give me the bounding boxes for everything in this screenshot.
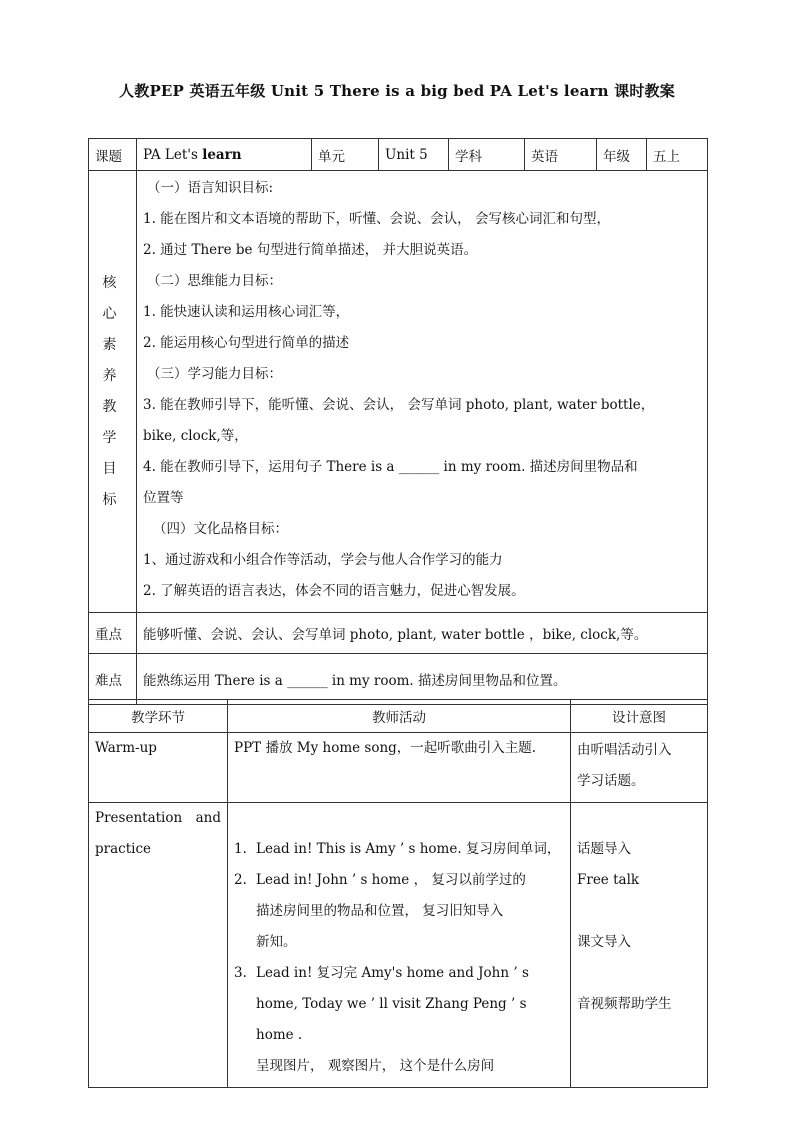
intent-line bbox=[577, 896, 701, 927]
list-number: 3. bbox=[234, 965, 247, 981]
intent-line bbox=[577, 958, 701, 989]
list-number: 1. bbox=[234, 841, 247, 857]
grade-value: 五上 bbox=[647, 139, 708, 171]
lesson-value bbox=[137, 139, 312, 171]
list-text-line: Lead in! This is Amy ’ s home. 复习房间单词， bbox=[256, 841, 561, 857]
unit-value: Unit 5 bbox=[379, 139, 449, 171]
lesson-info-table bbox=[88, 138, 708, 705]
presentation-stage-line-2: practice bbox=[95, 841, 151, 857]
goal-heading-2: （二）思维能力目标： bbox=[147, 273, 282, 289]
subject-label: 学科 bbox=[449, 139, 525, 171]
lesson-value-text: PA Let's bbox=[143, 146, 203, 163]
document-title: 人教PEP 英语五年级 Unit 5 There is a big bed PA Let's learn 课时教案 bbox=[119, 82, 675, 100]
process-header-activity: 教师活动 bbox=[228, 700, 571, 733]
process-header-intent: 设计意图 bbox=[571, 700, 708, 733]
teaching-process-table bbox=[88, 699, 708, 1088]
list-text-line: Lead in! 复习完 Amy's home and John ’ s bbox=[256, 965, 529, 981]
key-points-text: 能够听懂、会说、会认、会写单词 photo, plant, water bottle ，bike, clock,等。 bbox=[137, 613, 708, 654]
goal-line: 2. 了解英语的语言表达，体会不同的语言魅力，促进心智发展。 bbox=[143, 583, 525, 599]
warmup-activity: PPT 播放 My home song，一起听歌曲引入主题. bbox=[228, 733, 571, 803]
difficult-points-label: 难点 bbox=[89, 654, 137, 705]
presentation-stage bbox=[89, 803, 228, 1088]
list-text-line: 新知。 bbox=[256, 934, 297, 950]
presentation-stage-line-1 bbox=[95, 803, 221, 834]
presentation-intent bbox=[571, 803, 708, 1088]
list-text-line: 呈现图片， 观察图片， 这个是什么房间 bbox=[256, 1058, 495, 1074]
goal-line: 1、通过游戏和小组合作等活动，学会与他人合作学习的能力 bbox=[143, 552, 503, 568]
core-label-line-1: 核心 bbox=[102, 274, 123, 322]
goal-line: 位置等 bbox=[143, 490, 184, 506]
goal-line: 2. 能运用核心句型进行简单的描述 bbox=[143, 335, 350, 351]
stage-word-presentation: Presentation bbox=[95, 810, 183, 826]
goal-heading-1: （一）语言知识目标: bbox=[147, 180, 274, 196]
warmup-intent bbox=[571, 733, 708, 803]
difficult-points-text: 能熟练运用 There is a ______ in my room. 描述房间里物品和位置。 bbox=[137, 654, 708, 705]
intent-line: 音视频帮助学生 bbox=[577, 996, 672, 1012]
goal-line: 1. 能快速认读和运用核心词汇等， bbox=[143, 304, 350, 320]
intent-line: 课文导入 bbox=[577, 934, 631, 950]
unit-label: 单元 bbox=[312, 139, 379, 171]
intent-line: 话题导入 bbox=[577, 841, 631, 857]
goal-line: bike, clock,等， bbox=[143, 428, 248, 444]
list-item bbox=[234, 834, 564, 865]
list-text-line: 描述房间里的物品和位置， 复习旧知导入 bbox=[256, 903, 504, 919]
list-text-line: Lead in! John ’ s home ， 复习以前学过的 bbox=[256, 872, 526, 888]
list-number: 2. bbox=[234, 872, 247, 888]
goal-line: 3. 能在教师引导下，能听懂、会说、会认， 会写单词 photo, plant, water bottle， bbox=[143, 397, 655, 413]
process-header-stage: 教学环节 bbox=[89, 700, 228, 733]
core-label-line-2: 素养 bbox=[102, 336, 123, 384]
core-goals-content bbox=[137, 171, 708, 613]
core-goals-label bbox=[89, 171, 137, 613]
grade-label: 年级 bbox=[597, 139, 647, 171]
intent-line: Free talk bbox=[577, 872, 640, 888]
list-text-line: home, Today we ’ ll visit Zhang Peng ’ s home . bbox=[256, 996, 527, 1043]
list-item bbox=[234, 958, 564, 1082]
goal-line: 1. 能在图片和文本语境的帮助下，听懂、会说、会认， 会写核心词汇和句型， bbox=[143, 211, 610, 227]
goal-heading-4: （四）文化品格目标： bbox=[153, 521, 288, 537]
lesson-value-bold: learn bbox=[202, 146, 242, 163]
goal-line: 4. 能在教师引导下，运用句子 There is a ______ in my room. 描述房间里物品和 bbox=[143, 459, 638, 475]
warmup-stage: Warm-up bbox=[89, 733, 228, 803]
warmup-intent-line: 学习话题。 bbox=[577, 773, 645, 789]
presentation-activity bbox=[228, 803, 571, 1088]
lesson-label: 课题 bbox=[89, 139, 137, 171]
goal-line: 2. 通过 There be 句型进行简单描述， 并大胆说英语。 bbox=[143, 242, 478, 258]
core-label-line-3: 教学 bbox=[102, 398, 123, 446]
goal-heading-3: （三）学习能力目标： bbox=[147, 366, 282, 382]
key-points-label: 重点 bbox=[89, 613, 137, 654]
core-label-line-4: 目标 bbox=[102, 460, 123, 508]
stage-word-and: and bbox=[195, 810, 221, 826]
subject-value: 英语 bbox=[525, 139, 597, 171]
warmup-intent-line: 由听唱活动引入 bbox=[577, 742, 672, 758]
list-item bbox=[234, 865, 564, 958]
